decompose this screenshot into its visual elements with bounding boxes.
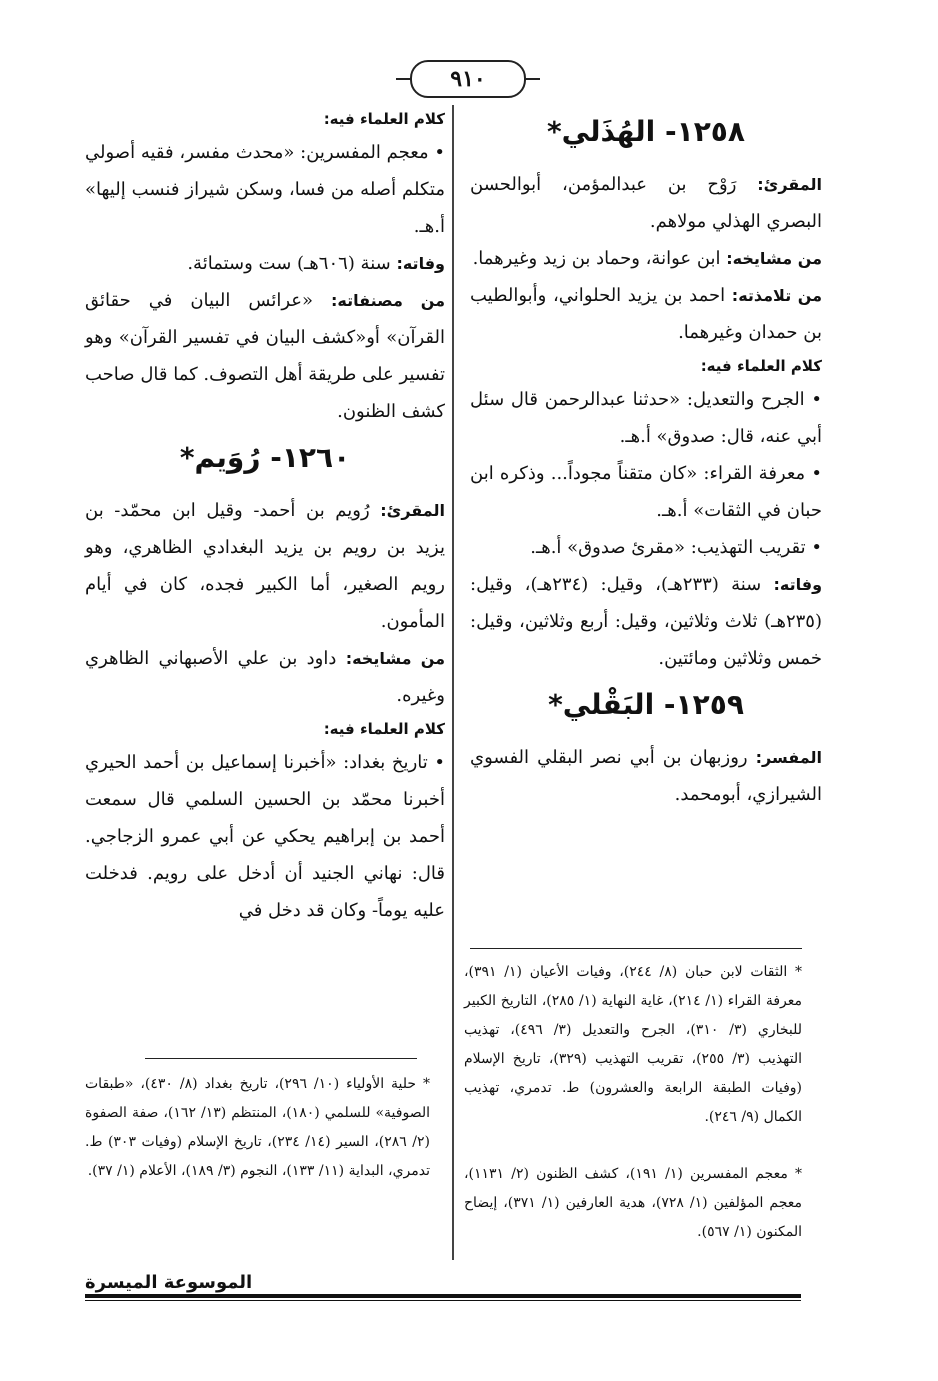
- footnote-rule: [470, 948, 802, 949]
- footer-rule-thin: [85, 1300, 801, 1301]
- entry-line: المفسر: روزبهان بن أبي نصر البقلي الفسوي الشيرازي، أبومحمد.: [470, 747, 822, 805]
- footnote: * حلية الأولياء (١٠/ ٢٩٦)، تاريخ بغداد (٨/ ٤٣٠)، «طبقات الصوفية» للسلمي (١٨٠)، المنتظم (١٣/ ١٦٢)، صفة الصفوة (٢/ ٢٨٦)، السير (١٤/ ٢٣٤)، تاريخ الإسلام (وفيات ٣٠٣) ط. تدمري، البداية (١١/ ١٣٣)، النجوم (٣/ ١٨٩)، الأعلام (١/ ٣٧).: [85, 1076, 431, 1179]
- entry-title: ١٢٥٨- الهُذَلي*: [547, 115, 745, 148]
- entry-line: من تلامذته: احمد بن يزيد الحلواني، وأبوالطيب بن حمدان وغيرهما.: [470, 285, 822, 343]
- quote-bullet: • معجم المفسرين: «محدث مفسر، فقيه أصولي متكلم أصله من فسا، وسكن شيراز فنسب إليها» أ.هـ.: [85, 134, 445, 245]
- quote-bullet: • الجرح والتعديل: «حدثنا عبدالرحمن قال سئل أبي عنه، قال: صدوق» أ.هـ.: [470, 381, 822, 455]
- entry-title: ١٢٥٩- البَقْلي*: [548, 688, 744, 721]
- works-line: من مصنفاته: «عرائس البيان في حقائق القرآن» أو«كشف البيان في تفسير القرآن» وهو تفسير على طريقة أهل التصوف. كما قال صاحب كشف الظنون.: [85, 290, 445, 422]
- section-heading: كلام العلماء فيه:: [323, 720, 445, 738]
- footnote-rule: [145, 1058, 417, 1059]
- footnote: * معجم المفسرين (١/ ١٩١)، كشف الظنون (٢/ ١١٣١)، معجم المؤلفين (١/ ٧٢٨)، هدية العارفين (١/ ٣٧١)، إيضاح المكنون (١/ ٥٦٧).: [464, 1166, 803, 1240]
- footer-rule: [85, 1294, 801, 1298]
- entry-line: المقرئ: رَوْح بن عبدالمؤمن، أبوالحسن البصري الهذلي مولاهم.: [470, 174, 822, 232]
- quote-bullet: • تقريب التهذيب: «مقرئ صدوق» أ.هـ.: [470, 529, 822, 566]
- left-column: [85, 104, 445, 929]
- entry-title: ١٢٦٠- رُوَيم*: [179, 441, 351, 474]
- entry-line: من مشايخه: داود بن علي الأصبهاني الظاهري وغيره.: [85, 648, 445, 706]
- section-heading: كلام العلماء فيه:: [700, 357, 822, 375]
- footer-title: الموسوعة الميسرة: [85, 1272, 260, 1293]
- entry-line: المقرئ: رُويم بن أحمد- وقيل ابن محمّد- بن يزيد بن رويم بن يزيد البغدادي الظاهري، وهو رويم الصغير، أما الكبير فجده، كان في أيام المأمون.: [85, 500, 445, 632]
- column-divider: [452, 105, 454, 1260]
- section-heading: كلام العلماء فيه:: [323, 110, 445, 128]
- quote-bullet: • تاريخ بغداد: «أخبرنا إسماعيل بن أحمد الحيري أخبرنا محمّد بن الحسين السلمي قال سمعت أحمد بن إبراهيم يحكي عن أبي عمرو الزجاجي. قال: نهاني الجنيد أن أدخل على رويم. فدخلت عليه يوماً- وكان قد دخل في: [85, 744, 445, 929]
- page-number: ٩١٠: [410, 60, 526, 98]
- entry-line: من مشايخه: ابن عوانة، وحماد بن زيد وغيرهما.: [472, 248, 822, 269]
- death-line: وفاته: سنة (٢٣٣هـ)، وقيل: (٢٣٤هـ)، وقيل: (٢٣٥هـ) ثلاث وثلاثين، وقيل: أربع وثلاثين، وقيل: خمس وثلاثين ومائتين.: [470, 574, 823, 669]
- right-column: [470, 104, 822, 813]
- quote-bullet: • معرفة القراء: «كان متقناً مجوداً... وذكره ابن حبان في الثقات» أ.هـ.: [470, 455, 822, 529]
- death-line: وفاته: سنة (٦٠٦هـ) ست وستمائة.: [187, 253, 445, 274]
- footnote: * الثقات لابن حبان (٨/ ٢٤٤)، وفيات الأعيان (١/ ٣٩١)، معرفة القراء (١/ ٢١٤)، غاية النهاية (١/ ٢٨٥)، التاريخ الكبير للبخاري (٣/ ٣١٠)، الجرح والتعديل (٣/ ٤٩٦)، تهذيب التهذيب (٣/ ٢٥٥)، تقريب التهذيب (٣٢٩)، تاريخ الإسلام (وفيات الطبقة الرابعة والعشرون) ط. تدمري، تهذيب الكمال (٩/ ٢٤٦).: [464, 964, 803, 1125]
